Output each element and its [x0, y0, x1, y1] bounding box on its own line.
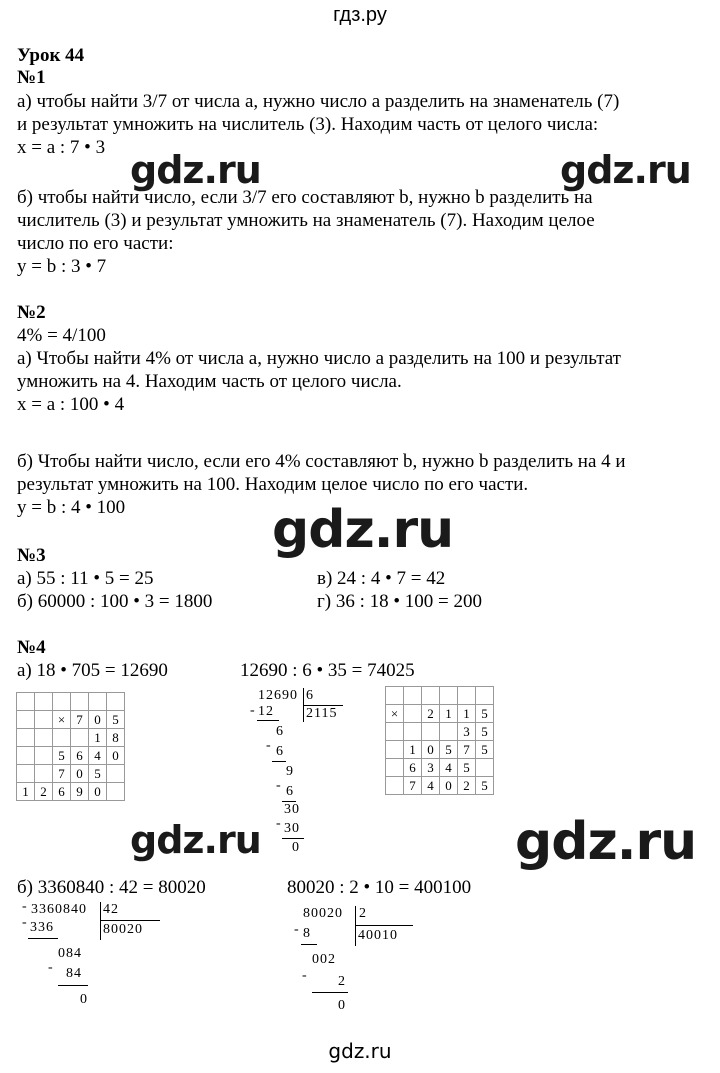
grid-cell: [386, 759, 404, 777]
grid-cell: [440, 723, 458, 741]
grid-cell: [71, 693, 89, 711]
grid-cell: [422, 723, 440, 741]
grid-cell: [404, 723, 422, 741]
task4-b-eq2: 80020 : 2 • 10 = 400100: [287, 877, 472, 898]
div1-step: 0: [292, 840, 300, 855]
grid-cell: 6: [53, 783, 71, 801]
task4-title: №4: [17, 637, 46, 658]
grid-cell: ×: [386, 705, 404, 723]
div1-step: 6: [276, 724, 284, 739]
div1-step: 9: [286, 764, 294, 779]
task1-a-formula: x = a : 7 • 3: [17, 137, 106, 158]
grid-cell: [440, 687, 458, 705]
task3-a: а) 55 : 11 • 5 = 25: [17, 568, 154, 589]
grid-cell: [17, 747, 35, 765]
grid-cell: [17, 693, 35, 711]
grid-cell: 0: [422, 741, 440, 759]
div1-quotient: 2115: [306, 706, 338, 721]
watermark: gdz.ru: [272, 500, 454, 560]
grid-cell: [35, 765, 53, 783]
task2-line0: 4% = 4/100: [17, 325, 106, 346]
div3-step: 0: [338, 998, 346, 1013]
grid-cell: [35, 747, 53, 765]
grid-cell: 0: [440, 777, 458, 795]
grid-cell: 5: [476, 705, 494, 723]
grid-cell: [53, 693, 71, 711]
grid-cell: [35, 711, 53, 729]
grid-cell: [17, 765, 35, 783]
div1-step: 6: [276, 744, 284, 759]
grid-cell: 2: [35, 783, 53, 801]
watermark: gdz.ru: [130, 148, 261, 192]
div1-step: 12: [258, 704, 274, 719]
div3-divisor: 2: [359, 906, 367, 921]
grid-cell: [107, 693, 125, 711]
div2-step: 0: [80, 992, 88, 1007]
site-header: гдз.ру: [333, 4, 387, 26]
grid-cell: 7: [71, 711, 89, 729]
grid-cell: [458, 687, 476, 705]
grid-cell: 5: [53, 747, 71, 765]
grid-row: [386, 687, 494, 705]
div2-step: 336: [30, 920, 54, 935]
lesson-title: Урок 44: [17, 45, 85, 66]
task4-a-eq2: 12690 : 6 • 35 = 74025: [240, 660, 415, 681]
div3-step: 8: [303, 926, 311, 941]
task1-a-line2: и результат умножить на числитель (3). Находим часть от целого числа:: [17, 114, 599, 135]
div3-step: 002: [312, 952, 336, 967]
grid-cell: 0: [89, 783, 107, 801]
grid-row: [17, 693, 125, 711]
grid-cell: 2: [422, 705, 440, 723]
grid-row: [386, 759, 494, 777]
task2-a-line1: а) Чтобы найти 4% от числа a, нужно число a разделить на 100 и результат: [17, 348, 621, 369]
grid-row: [386, 741, 494, 759]
div1-divisor: 6: [306, 688, 314, 703]
grid-cell: [53, 729, 71, 747]
grid-cell: 9: [71, 783, 89, 801]
grid-cell: [476, 687, 494, 705]
div2-step: 084: [58, 946, 82, 961]
div1-step: 30: [284, 821, 300, 836]
div1-step: 30: [284, 802, 300, 817]
grid-cell: 5: [89, 765, 107, 783]
task1-a-line1: а) чтобы найти 3/7 от числа a, нужно число a разделить на знаменатель (7): [17, 91, 620, 112]
grid-cell: [476, 759, 494, 777]
task1-b-formula: y = b : 3 • 7: [17, 256, 107, 277]
grid-cell: 4: [89, 747, 107, 765]
grid-cell: 5: [458, 759, 476, 777]
grid-cell: [404, 705, 422, 723]
grid-cell: 7: [404, 777, 422, 795]
grid-cell: [35, 693, 53, 711]
grid-cell: 5: [440, 741, 458, 759]
grid-cell: 5: [476, 723, 494, 741]
grid-cell: [386, 723, 404, 741]
grid-cell: 8: [107, 729, 125, 747]
grid-row: [17, 711, 125, 729]
watermark: gdz.ru: [130, 818, 261, 862]
div2-quotient: 80020: [103, 922, 143, 937]
task2-b-line2: результат умножить на 100. Находим целое число по его части.: [17, 474, 529, 495]
grid-cell: 1: [440, 705, 458, 723]
grid-row: [386, 705, 494, 723]
task3-v: в) 24 : 4 • 7 = 42: [317, 568, 446, 589]
grid-cell: 0: [71, 765, 89, 783]
grid-cell: 7: [458, 741, 476, 759]
grid-cell: 4: [422, 777, 440, 795]
task1-b-line3: число по его части:: [17, 233, 174, 254]
div1-step: 6: [286, 784, 294, 799]
div1-dividend: 12690: [258, 688, 298, 703]
grid-row: [386, 777, 494, 795]
grid-cell: [17, 711, 35, 729]
task3-b: б) 60000 : 100 • 3 = 1800: [17, 591, 213, 612]
grid-row: [17, 783, 125, 801]
task2-title: №2: [17, 302, 46, 323]
grid-cell: 1: [89, 729, 107, 747]
grid-cell: [404, 687, 422, 705]
grid-cell: 1: [458, 705, 476, 723]
grid-cell: [71, 729, 89, 747]
watermark: gdz.ru: [515, 812, 697, 872]
grid-cell: 6: [71, 747, 89, 765]
grid-cell: 0: [89, 711, 107, 729]
task1-title: №1: [17, 67, 46, 88]
div3-step: 2: [338, 974, 346, 989]
task3-g: г) 36 : 18 • 100 = 200: [317, 591, 483, 612]
task1-b-line1: б) чтобы найти число, если 3/7 его составляют b, нужно b разделить на: [17, 187, 593, 208]
grid-cell: 6: [404, 759, 422, 777]
grid-cell: [107, 783, 125, 801]
task2-b-line1: б) Чтобы найти число, если его 4% составляют b, нужно b разделить на 4 и: [17, 451, 626, 472]
watermark: gdz.ru: [560, 148, 691, 192]
grid-cell: [17, 729, 35, 747]
div3-quotient: 40010: [358, 928, 398, 943]
grid-row: [17, 729, 125, 747]
multiplication-grid-2: [385, 686, 494, 795]
grid-cell: 2: [458, 777, 476, 795]
grid-cell: 5: [476, 741, 494, 759]
grid-cell: 0: [107, 747, 125, 765]
grid-cell: [89, 693, 107, 711]
grid-cell: [35, 729, 53, 747]
task4-a-eq1: а) 18 • 705 = 12690: [17, 660, 168, 681]
grid-cell: [386, 777, 404, 795]
footer-watermark: gdz.ru: [328, 1039, 392, 1063]
multiplication-grid-1: [16, 692, 125, 801]
grid-cell: 4: [440, 759, 458, 777]
grid-row: [386, 723, 494, 741]
grid-row: [17, 747, 125, 765]
task2-b-formula: y = b : 4 • 100: [17, 497, 126, 518]
grid-cell: [386, 687, 404, 705]
div3-dividend: 80020: [303, 906, 343, 921]
grid-cell: 3: [458, 723, 476, 741]
grid-cell: 5: [107, 711, 125, 729]
grid-cell: [386, 741, 404, 759]
task1-b-line2: числитель (3) и результат умножить на знаменатель (7). Находим целое: [17, 210, 595, 231]
grid-cell: 5: [476, 777, 494, 795]
task2-a-formula: x = a : 100 • 4: [17, 394, 125, 415]
grid-cell: 1: [17, 783, 35, 801]
grid-cell: ×: [53, 711, 71, 729]
task3-title: №3: [17, 545, 46, 566]
div2-divisor: 42: [103, 902, 119, 917]
grid-row: [17, 765, 125, 783]
grid-cell: 1: [404, 741, 422, 759]
task4-b-eq1: б) 3360840 : 42 = 80020: [17, 877, 206, 898]
grid-cell: [107, 765, 125, 783]
div2-dividend: 3360840: [31, 902, 87, 917]
task2-a-line2: умножить на 4. Находим часть от целого числа.: [17, 371, 402, 392]
grid-cell: 7: [53, 765, 71, 783]
grid-cell: 3: [422, 759, 440, 777]
grid-cell: [422, 687, 440, 705]
div2-step: 84: [66, 966, 82, 981]
